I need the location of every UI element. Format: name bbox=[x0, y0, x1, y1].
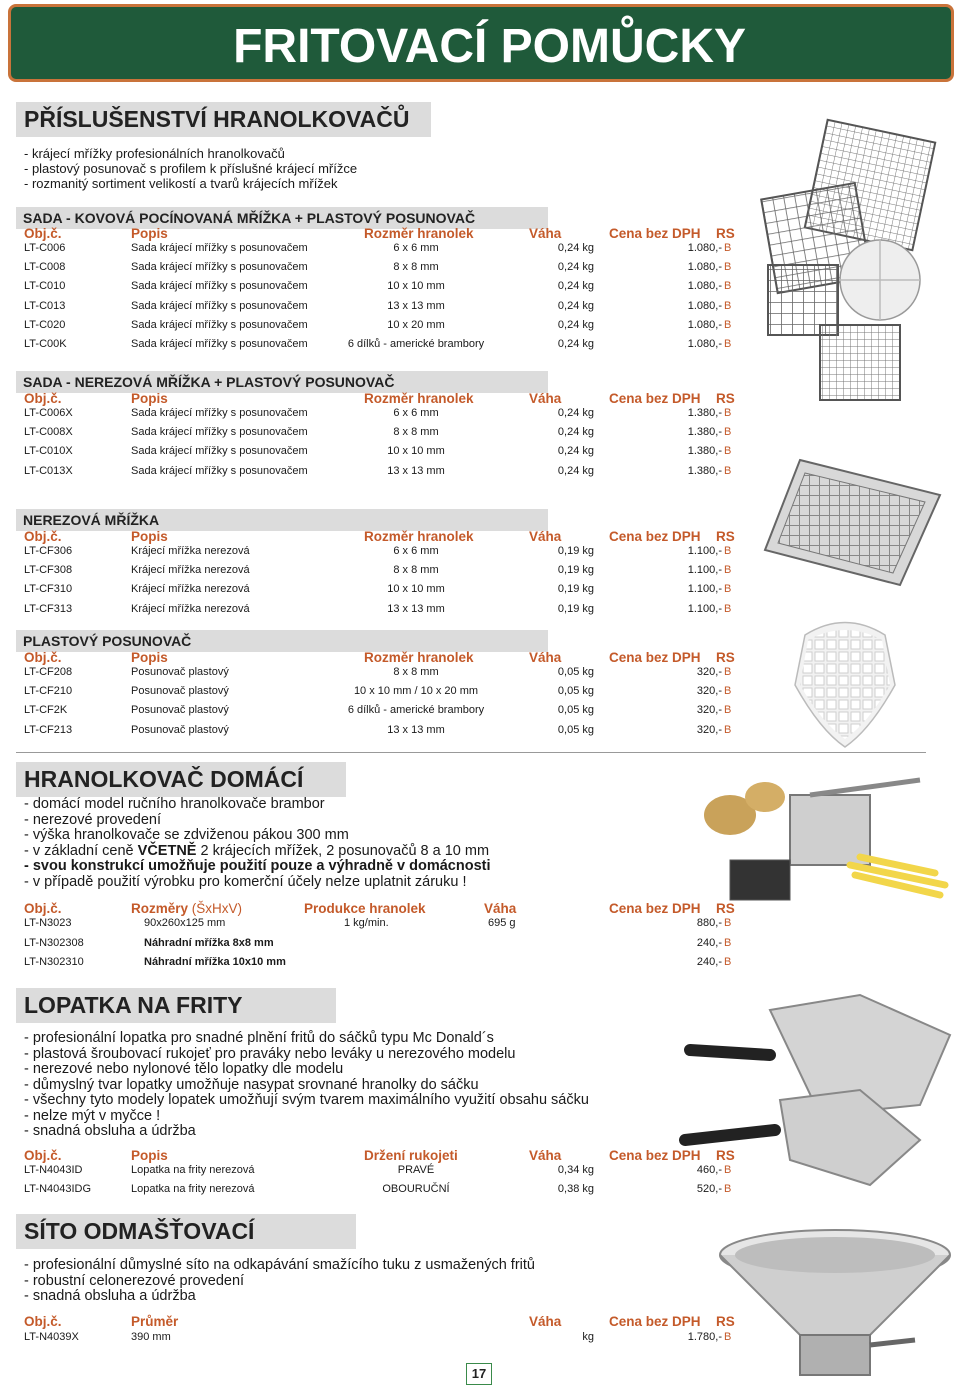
col-cena: Cena bez DPH bbox=[609, 226, 701, 241]
cell-rozmer: 13 x 13 mm bbox=[387, 723, 445, 736]
cell-rozmery: 90x260x125 mm bbox=[144, 917, 226, 929]
bullet: - nerezové nebo nylonové tělo lopatky dle modelu bbox=[24, 1061, 344, 1077]
page-number: 17 bbox=[466, 1363, 492, 1385]
home-slicer-image bbox=[700, 775, 950, 905]
table-row bbox=[24, 407, 744, 423]
cell-vaha: 0,19 kg bbox=[557, 602, 594, 615]
bullet: - svou konstrukcí umožňuje použití pouze a výhradně v domácnosti bbox=[24, 858, 491, 874]
col-rozmer: Rozměr hranolek bbox=[364, 391, 474, 406]
col-popis: Popis bbox=[131, 1148, 168, 1163]
scoop-header bbox=[24, 1148, 744, 1164]
table-row bbox=[24, 319, 744, 335]
cell-cena: 1.100,- bbox=[687, 564, 722, 577]
cell-rozmer: 8 x 8 mm bbox=[393, 564, 439, 577]
cell-popis: Lopatka na frity nerezová bbox=[131, 1164, 255, 1176]
col-vaha: Váha bbox=[529, 1314, 562, 1329]
cell-rs: B bbox=[724, 445, 732, 458]
cell-obj: LT-CF313 bbox=[24, 602, 73, 615]
table-row bbox=[24, 917, 744, 933]
table-row bbox=[24, 724, 744, 740]
bullet: - domácí model ručního hranolkovače brambor bbox=[24, 796, 325, 812]
col-cena: Cena bez DPH bbox=[609, 1314, 701, 1329]
cell-obj: LT-C008X bbox=[24, 426, 73, 439]
table-row bbox=[24, 1164, 744, 1180]
cell-rs: B bbox=[724, 723, 732, 736]
table-row bbox=[24, 603, 744, 619]
section-title: SÍTO ODMAŠŤOVACÍ bbox=[16, 1214, 356, 1249]
cell-vaha: 0,24 kg bbox=[557, 280, 594, 293]
cell-obj: LT-C010X bbox=[24, 445, 73, 458]
bullet: - robustní celonerezové provedení bbox=[24, 1272, 245, 1289]
cell-vaha: 0,19 kg bbox=[557, 564, 594, 577]
col-obj: Obj.č. bbox=[24, 1148, 62, 1163]
cell-rs: B bbox=[724, 318, 732, 331]
cell-rozmer: 6 x 6 mm bbox=[393, 242, 439, 254]
fry-scoop-image bbox=[670, 990, 955, 1195]
col-rozmer: Rozměr hranolek bbox=[364, 650, 474, 665]
table-row bbox=[24, 242, 744, 258]
cell-rozmer: 13 x 13 mm bbox=[387, 299, 445, 312]
bullet: - krájecí mřížky profesionálních hranolkovačů bbox=[24, 146, 285, 161]
cell-prumer: 390 mm bbox=[131, 1331, 171, 1343]
col-rozmery-label: Rozměry bbox=[131, 901, 189, 916]
col-rs: RS bbox=[716, 1314, 735, 1329]
col-vaha: Váha bbox=[484, 901, 517, 916]
banner-title: FRITOVACÍ POMŮCKY bbox=[233, 20, 746, 73]
cell-obj: LT-N4039X bbox=[24, 1331, 79, 1343]
cell-vaha: 0,19 kg bbox=[557, 583, 594, 596]
bullet: - důmyslný tvar lopatky umožňuje nasypat srovnané hranolky do sáčku bbox=[24, 1076, 479, 1093]
cell-obj: LT-CF213 bbox=[24, 723, 73, 736]
bullet: - profesionální lopatka pro snadné plnění fritů do sáčků typu Mc Donald´s bbox=[24, 1030, 494, 1046]
cell-rs: B bbox=[724, 426, 732, 439]
col-popis: Popis bbox=[131, 226, 168, 241]
cell-obj: LT-CF210 bbox=[24, 685, 73, 698]
cell-obj: LT-C013X bbox=[24, 464, 73, 477]
col-vaha: Váha bbox=[529, 1148, 562, 1163]
table-row bbox=[24, 956, 744, 972]
bullet bbox=[24, 844, 491, 860]
bullet: - snadná obsluha a údržba bbox=[24, 1123, 196, 1139]
col-rs: RS bbox=[716, 901, 735, 916]
table-a-title: SADA - KOVOVÁ POCÍNOVANÁ MŘÍŽKA + PLASTOVÝ POSUNOVAČ bbox=[16, 207, 548, 229]
cell-obj: LT-C006X bbox=[24, 407, 73, 419]
cell-drzeni: PRAVÉ bbox=[397, 1164, 435, 1176]
section-accessories bbox=[16, 102, 631, 137]
cell-vaha: kg bbox=[582, 1331, 594, 1343]
col-rozmery bbox=[131, 901, 242, 916]
cell-cena: 1.100,- bbox=[687, 545, 722, 557]
cell-rs: B bbox=[724, 583, 732, 596]
cell-cena: 520,- bbox=[696, 1183, 722, 1196]
cell-rs: B bbox=[724, 407, 732, 419]
col-rozmery-unit: (ŠxHxV) bbox=[188, 901, 243, 916]
cell-obj: LT-C006 bbox=[24, 242, 66, 254]
col-cena: Cena bez DPH bbox=[609, 391, 701, 406]
cell-cena: 240,- bbox=[696, 956, 722, 968]
cell-rs: B bbox=[724, 299, 732, 312]
cell-cena: 1.080,- bbox=[687, 338, 722, 350]
col-rozmer: Rozměr hranolek bbox=[364, 529, 474, 544]
cell-rozmer: 10 x 10 mm bbox=[387, 583, 445, 596]
cell-vaha: 0,05 kg bbox=[557, 704, 594, 717]
table-row bbox=[24, 583, 744, 599]
col-obj: Obj.č. bbox=[24, 650, 62, 665]
grid-set-image bbox=[760, 115, 955, 405]
table-row bbox=[24, 564, 744, 580]
cell-cena: 320,- bbox=[696, 685, 722, 698]
sieve-bullets bbox=[24, 1258, 535, 1305]
cell-popis: Sada krájecí mřížky s posunovačem bbox=[131, 426, 308, 439]
col-vaha: Váha bbox=[529, 391, 562, 406]
col-cena: Cena bez DPH bbox=[609, 529, 701, 544]
sieve-image bbox=[715, 1225, 955, 1385]
cell-popis: Sada krájecí mřížky s posunovačem bbox=[131, 280, 308, 293]
scoop-bullets bbox=[24, 1031, 589, 1140]
cell-vaha: 0,19 kg bbox=[557, 545, 594, 557]
cell-rozmer: 10 x 10 mm / 10 x 20 mm bbox=[353, 685, 479, 698]
cell-cena: 320,- bbox=[696, 704, 722, 717]
accessories-bullets bbox=[24, 146, 357, 191]
cell-obj: LT-CF310 bbox=[24, 583, 73, 596]
cell-rozmer: 10 x 20 mm bbox=[387, 318, 445, 331]
page-banner bbox=[8, 4, 954, 82]
bullet: - plastová šroubovací rukojeť pro praváky nebo leváky u nerezového modelu bbox=[24, 1045, 516, 1062]
separator bbox=[16, 752, 926, 753]
cell-rozmery: Náhradní mřížka 10x10 mm bbox=[144, 956, 286, 968]
table-row bbox=[24, 1183, 744, 1199]
cell-cena: 320,- bbox=[696, 666, 722, 678]
col-rs: RS bbox=[716, 1148, 735, 1163]
cell-popis: Sada krájecí mřížky s posunovačem bbox=[131, 445, 308, 458]
col-popis: Popis bbox=[131, 391, 168, 406]
bullet: - nelze mýt v myčce ! bbox=[24, 1107, 161, 1124]
cell-drzeni: OBOURUČNÍ bbox=[382, 1183, 450, 1196]
cell-vaha: 0,05 kg bbox=[557, 666, 594, 678]
cell-rozmer: 8 x 8 mm bbox=[393, 666, 439, 678]
cell-popis: Posunovač plastový bbox=[131, 704, 229, 717]
cell-vaha: 0,34 kg bbox=[557, 1164, 594, 1176]
cell-obj: LT-C020 bbox=[24, 318, 66, 331]
col-prumer: Průměr bbox=[131, 1314, 179, 1329]
cell-popis: Sada krájecí mřížky s posunovačem bbox=[131, 464, 308, 477]
table-row bbox=[24, 338, 744, 354]
table-b-title: SADA - NEREZOVÁ MŘÍŽKA + PLASTOVÝ POSUNOVAČ bbox=[16, 371, 548, 393]
table-row bbox=[24, 261, 744, 277]
table-d-header bbox=[24, 650, 744, 666]
cell-obj: LT-CF308 bbox=[24, 564, 73, 577]
cell-cena: 1.100,- bbox=[687, 602, 722, 615]
col-obj: Obj.č. bbox=[24, 391, 62, 406]
col-obj: Obj.č. bbox=[24, 529, 62, 544]
col-cena: Cena bez DPH bbox=[609, 901, 701, 916]
section-home-slicer bbox=[16, 762, 631, 797]
cell-obj: LT-C00K bbox=[24, 338, 67, 350]
cell-popis: Krájecí mřížka nerezová bbox=[131, 564, 250, 577]
cell-cena: 1.380,- bbox=[687, 445, 722, 458]
cell-rs: B bbox=[724, 666, 732, 678]
col-rs: RS bbox=[716, 226, 735, 241]
cell-rs: B bbox=[724, 545, 732, 557]
table-row bbox=[24, 685, 744, 701]
bullet: - plastový posunovač s profilem k příslušné krájecí mřížce bbox=[24, 161, 358, 176]
cell-rs: B bbox=[724, 936, 732, 949]
plastic-pusher-image bbox=[790, 615, 900, 750]
bullet: - nerezové provedení bbox=[24, 811, 162, 828]
table-c-header bbox=[24, 529, 744, 545]
cell-cena: 1.380,- bbox=[687, 407, 722, 419]
cell-obj: LT-CF208 bbox=[24, 666, 73, 678]
col-rs: RS bbox=[716, 529, 735, 544]
cell-vaha: 0,24 kg bbox=[557, 464, 594, 477]
cell-obj: LT-C013 bbox=[24, 299, 66, 312]
cell-rs: B bbox=[724, 704, 732, 717]
cell-rozmer: 8 x 8 mm bbox=[393, 426, 439, 439]
cell-rozmer: 13 x 13 mm bbox=[387, 464, 445, 477]
cell-cena: 320,- bbox=[696, 723, 722, 736]
cell-rs: B bbox=[724, 917, 732, 929]
section-sieve bbox=[16, 1214, 631, 1249]
cell-cena: 240,- bbox=[696, 936, 722, 949]
cell-rozmer: 10 x 10 mm bbox=[387, 280, 445, 293]
cell-cena: 1.380,- bbox=[687, 464, 722, 477]
col-obj: Obj.č. bbox=[24, 1314, 62, 1329]
cell-vaha: 695 g bbox=[488, 917, 516, 929]
table-d-title: PLASTOVÝ POSUNOVAČ bbox=[16, 630, 548, 652]
cell-rozmer: 6 x 6 mm bbox=[393, 545, 439, 557]
col-popis: Popis bbox=[131, 529, 168, 544]
bullet: - rozmanitý sortiment velikostí a tvarů krájecích mřížek bbox=[24, 176, 338, 191]
cell-obj: LT-C008 bbox=[24, 261, 66, 274]
cell-obj: LT-N302308 bbox=[24, 936, 84, 949]
cell-cena: 1.100,- bbox=[687, 583, 722, 596]
col-popis: Popis bbox=[131, 650, 168, 665]
table-row bbox=[24, 445, 744, 461]
section-title: PŘÍSLUŠENSTVÍ HRANOLKOVAČŮ bbox=[16, 102, 431, 137]
cell-rozmer: 6 dílků - americké brambory bbox=[347, 704, 485, 717]
cell-vaha: 0,38 kg bbox=[557, 1183, 594, 1196]
section-title: LOPATKA NA FRITY bbox=[16, 988, 336, 1023]
cell-popis: Krájecí mřížka nerezová bbox=[131, 602, 250, 615]
cell-vaha: 0,24 kg bbox=[557, 299, 594, 312]
table-row bbox=[24, 300, 744, 316]
home-slicer-header bbox=[24, 901, 744, 917]
cell-rs: B bbox=[724, 280, 732, 293]
col-produkce: Produkce hranolek bbox=[304, 901, 426, 916]
cell-obj: LT-C010 bbox=[24, 280, 66, 293]
cell-popis: Posunovač plastový bbox=[131, 723, 229, 736]
col-cena: Cena bez DPH bbox=[609, 1148, 701, 1163]
cell-rozmer: 6 dílků - americké brambory bbox=[347, 338, 485, 350]
cell-cena: 1.780,- bbox=[687, 1331, 722, 1343]
table-row bbox=[24, 937, 744, 953]
cell-cena: 1.080,- bbox=[687, 318, 722, 331]
cell-obj: LT-CF2K bbox=[24, 704, 68, 717]
cell-rs: B bbox=[724, 602, 732, 615]
cell-popis: Sada krájecí mřížky s posunovačem bbox=[131, 338, 308, 350]
cell-rozmery: Náhradní mřížka 8x8 mm bbox=[144, 936, 274, 949]
col-rozmer: Rozměr hranolek bbox=[364, 226, 474, 241]
table-row bbox=[24, 465, 744, 481]
bullet: - výška hranolkovače se zdviženou pákou 300 mm bbox=[24, 827, 349, 843]
bullet-part: 2 krájecích mřížek, 2 posunovačů 8 a 10 mm bbox=[196, 842, 490, 859]
cell-rs: B bbox=[724, 1183, 732, 1196]
cell-rs: B bbox=[724, 464, 732, 477]
cell-popis: Sada krájecí mřížky s posunovačem bbox=[131, 318, 308, 331]
cell-obj: LT-CF306 bbox=[24, 545, 73, 557]
cell-obj: LT-N302310 bbox=[24, 956, 84, 968]
cell-vaha: 0,24 kg bbox=[557, 445, 594, 458]
cell-vaha: 0,05 kg bbox=[557, 723, 594, 736]
table-a-header bbox=[24, 226, 744, 242]
cell-vaha: 0,24 kg bbox=[557, 426, 594, 439]
cell-cena: 1.080,- bbox=[687, 261, 722, 274]
cell-rs: B bbox=[724, 564, 732, 577]
cell-popis: Posunovač plastový bbox=[131, 685, 229, 698]
cell-produkce: 1 kg/min. bbox=[344, 917, 389, 929]
col-vaha: Váha bbox=[529, 650, 562, 665]
cell-rozmer: 13 x 13 mm bbox=[387, 602, 445, 615]
cell-popis: Sada krájecí mřížky s posunovačem bbox=[131, 242, 308, 254]
home-slicer-bullets bbox=[24, 797, 491, 890]
cell-cena: 1.380,- bbox=[687, 426, 722, 439]
cell-popis: Lopatka na frity nerezová bbox=[131, 1183, 255, 1196]
table-row bbox=[24, 666, 744, 682]
cell-vaha: 0,05 kg bbox=[557, 685, 594, 698]
cell-popis: Sada krájecí mřížky s posunovačem bbox=[131, 261, 308, 274]
sieve-header bbox=[24, 1314, 744, 1330]
cell-cena: 1.080,- bbox=[687, 280, 722, 293]
cell-popis: Sada krájecí mřížky s posunovačem bbox=[131, 299, 308, 312]
cell-popis: Krájecí mřížka nerezová bbox=[131, 545, 250, 557]
cell-obj: LT-N4043ID bbox=[24, 1164, 83, 1176]
bullet: - profesionální důmyslné síto na odkapávání smažícího tuku z usmažených fritů bbox=[24, 1257, 535, 1273]
cell-vaha: 0,24 kg bbox=[557, 338, 594, 350]
table-row bbox=[24, 704, 744, 720]
cell-cena: 1.080,- bbox=[687, 299, 722, 312]
cell-obj: LT-N4043IDG bbox=[24, 1183, 92, 1196]
cell-rozmer: 6 x 6 mm bbox=[393, 407, 439, 419]
cell-cena: 880,- bbox=[696, 917, 722, 929]
col-rs: RS bbox=[716, 650, 735, 665]
col-rs: RS bbox=[716, 391, 735, 406]
table-row bbox=[24, 280, 744, 296]
cell-vaha: 0,24 kg bbox=[557, 242, 594, 254]
table-b-header bbox=[24, 391, 744, 407]
cell-rs: B bbox=[724, 956, 732, 968]
bullet-bold: VČETNĚ bbox=[137, 842, 197, 859]
cell-rs: B bbox=[724, 685, 732, 698]
cell-vaha: 0,24 kg bbox=[557, 318, 594, 331]
bullet-part: - v základní ceně bbox=[24, 842, 138, 859]
cell-cena: 460,- bbox=[696, 1164, 722, 1176]
col-drzeni: Držení rukojeti bbox=[364, 1148, 458, 1163]
col-obj: Obj.č. bbox=[24, 226, 62, 241]
bullet: - v případě použití výrobku pro komerční účely nelze uplatnit záruku ! bbox=[24, 873, 467, 890]
cell-vaha: 0,24 kg bbox=[557, 407, 594, 419]
bullet: - snadná obsluha a údržba bbox=[24, 1288, 196, 1304]
table-c-title: NEREZOVÁ MŘÍŽKA bbox=[16, 509, 548, 531]
table-row bbox=[24, 545, 744, 561]
section-scoop bbox=[16, 988, 631, 1023]
stainless-grid-image bbox=[760, 455, 945, 590]
cell-rs: B bbox=[724, 1331, 732, 1343]
col-cena: Cena bez DPH bbox=[609, 650, 701, 665]
cell-vaha: 0,24 kg bbox=[557, 261, 594, 274]
cell-popis: Krájecí mřížka nerezová bbox=[131, 583, 250, 596]
cell-rozmer: 8 x 8 mm bbox=[393, 261, 439, 274]
cell-popis: Sada krájecí mřížky s posunovačem bbox=[131, 407, 308, 419]
col-obj: Obj.č. bbox=[24, 901, 62, 916]
cell-rs: B bbox=[724, 242, 732, 254]
cell-rs: B bbox=[724, 261, 732, 274]
bullet: - všechny tyto modely lopatek umožňují svým tvarem maximálního využití obsahu sáčku bbox=[24, 1092, 589, 1108]
cell-obj: LT-N3023 bbox=[24, 917, 72, 929]
cell-cena: 1.080,- bbox=[687, 242, 722, 254]
cell-popis: Posunovač plastový bbox=[131, 666, 229, 678]
col-vaha: Váha bbox=[529, 226, 562, 241]
cell-rs: B bbox=[724, 338, 732, 350]
section-title: HRANOLKOVAČ DOMÁCÍ bbox=[16, 762, 346, 797]
col-vaha: Váha bbox=[529, 529, 562, 544]
table-row bbox=[24, 1331, 744, 1347]
table-row bbox=[24, 426, 744, 442]
cell-rozmer: 10 x 10 mm bbox=[387, 445, 445, 458]
cell-rs: B bbox=[724, 1164, 732, 1176]
